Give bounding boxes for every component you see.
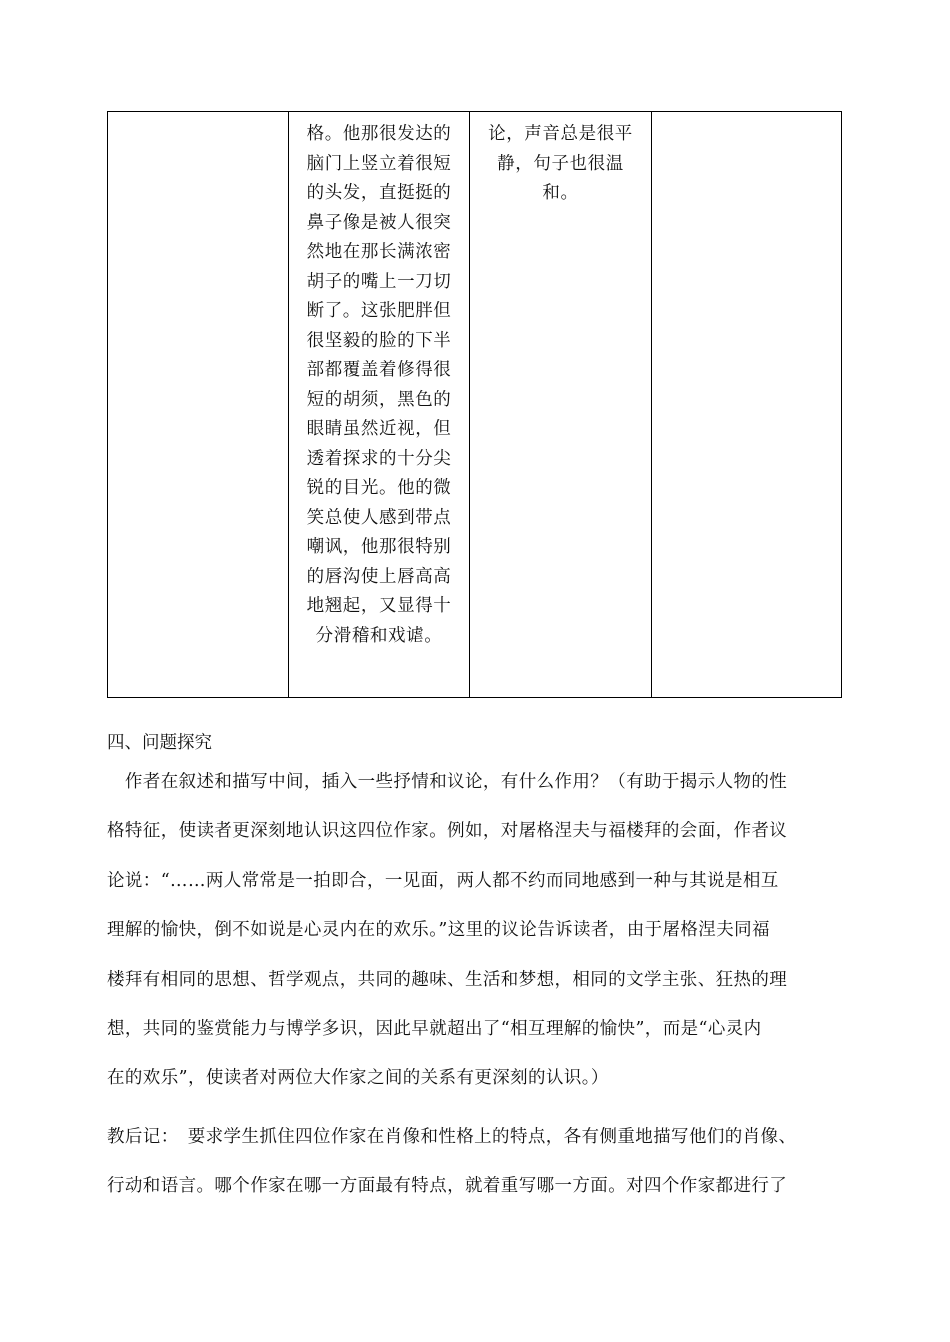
cell-line: 透着探求的十分尖: [306, 448, 452, 469]
section-heading: 四、问题探究: [107, 733, 212, 753]
cell-line: 论，声音总是很平: [488, 124, 633, 144]
paragraph-line: 作者在叙述和描写中间，插入一些抒情和议论，有什么作用？（有助于揭示人物的性: [107, 772, 788, 792]
paragraph-line: 行动和语言。哪个作家在哪一方面最有特点，就着重写哪一方面。对四个作家都进行了: [107, 1176, 788, 1197]
cell-line: 静，句子也很温: [497, 153, 624, 174]
cell-line: 的头发，直挺挺的: [306, 183, 452, 203]
cell-line: 胡子的嘴上一刀切: [306, 271, 452, 292]
cell-line: 断了。这张肥胖但: [306, 301, 452, 321]
cell-line: 很坚毅的脸的下半: [306, 330, 452, 351]
paragraph-line: 论说：“……两人常常是一拍即合，一见面，两人都不约而同地感到一种与其说是相互: [107, 870, 779, 891]
table-cell-portrait: [289, 120, 469, 651]
cell-line: 脑门上竖立着很短: [306, 153, 452, 174]
discussion-paragraph: [107, 758, 852, 1104]
cell-line: 锐的目光。他的微: [306, 478, 452, 498]
cell-line: 眼睛虽然近视，但: [306, 419, 452, 439]
cell-line: 格。他那很发达的: [306, 124, 452, 144]
paragraph-line: 教后记： 要求学生抓住四位作家在肖像和性格上的特点，各有侧重地描写他们的肖像、: [107, 1127, 797, 1147]
table-cell-speech: [470, 120, 651, 209]
teaching-notes-paragraph: [107, 1113, 852, 1212]
cell-line: 笑总使人感到带点: [306, 507, 452, 528]
paragraph-line: 格特征，使读者更深刻地认识这四位作家。例如，对屠格涅夫与福楼拜的会面，作者议: [107, 821, 788, 842]
cell-line: 短的胡须，黑色的: [306, 389, 452, 410]
cell-line: 的唇沟使上唇高高: [306, 566, 452, 587]
column-divider: [651, 112, 652, 697]
cell-line: 部都覆盖着修得很: [306, 360, 452, 380]
paragraph-line: 在的欢乐”，使读者对两位大作家之间的关系有更深刻的认识。）: [107, 1068, 609, 1089]
cell-line: 分滑稽和戏谑。: [315, 625, 443, 646]
cell-line: 然地在那长满浓密: [306, 242, 452, 262]
character-table: [107, 111, 842, 698]
cell-line: 鼻子像是被人很突: [306, 212, 452, 233]
cell-line: 地翘起，又显得十: [306, 596, 452, 616]
paragraph-line: 想，共同的鉴赏能力与博学多识，因此早就超出了“相互理解的愉快”，而是“心灵内: [107, 1019, 762, 1040]
paragraph-line: 楼拜有相同的思想、哲学观点，共同的趣味、生活和梦想，相同的文学主张、狂热的理: [107, 969, 788, 990]
cell-line: 嘲讽，他那很特别: [306, 537, 452, 557]
paragraph-line: 理解的愉快，倒不如说是心灵内在的欢乐。”这里的议论告诉读者，由于屠格涅夫同福: [107, 920, 770, 941]
cell-line: 和。: [542, 183, 579, 203]
